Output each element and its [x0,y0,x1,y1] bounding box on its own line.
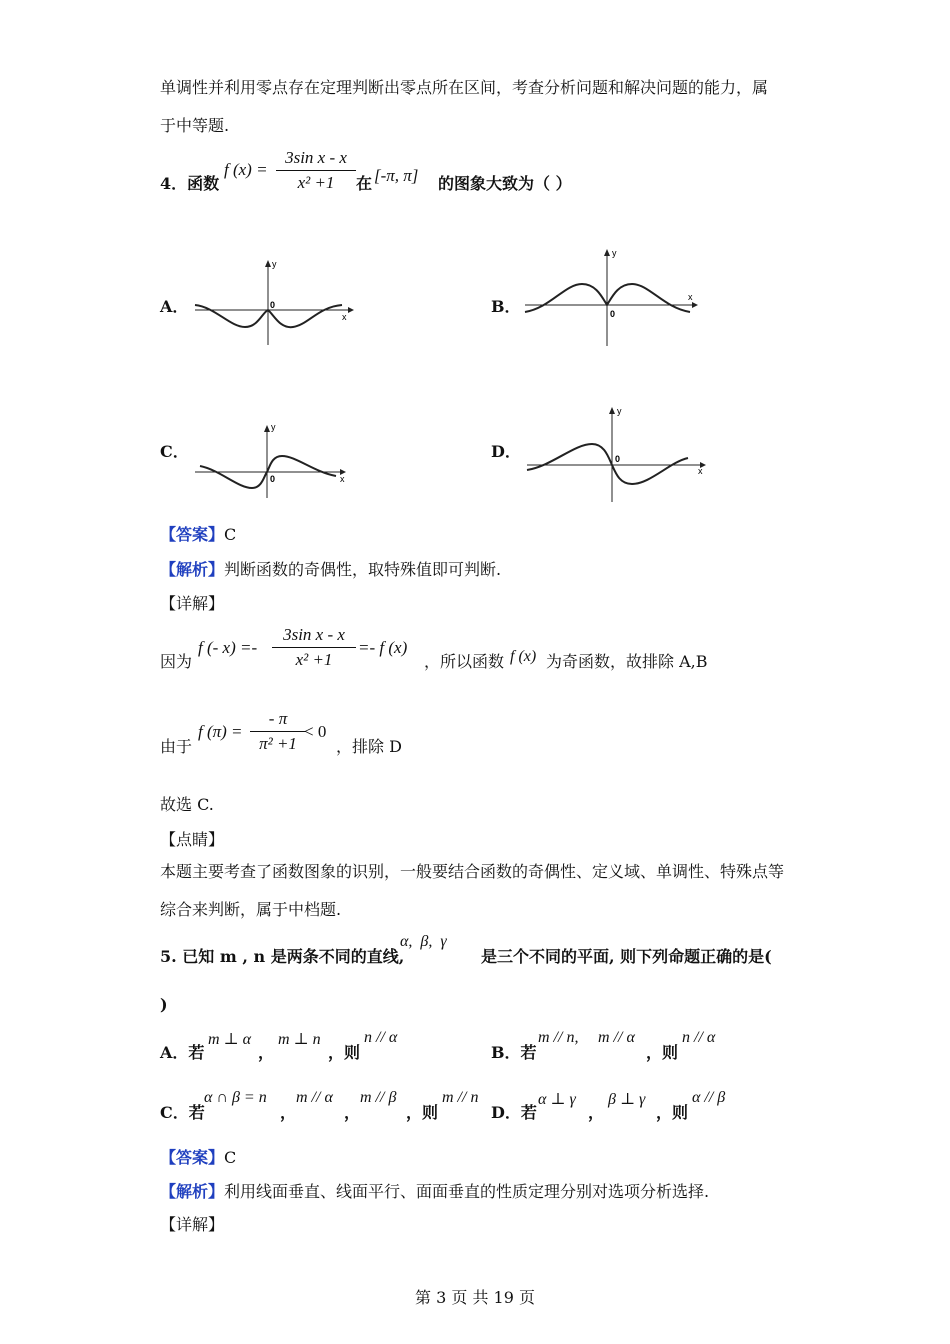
q5-planes: α, β, γ [400,933,447,950]
graph-c-x-label: x [340,474,345,484]
q4-tail: 的图象大致为（ ） [438,174,572,193]
q4-analysis: 判断函数的奇偶性，取特殊值即可判断. [224,560,502,579]
graph-d-y-label: y [617,406,622,416]
q5-answer-tag: 【答案】 [160,1148,225,1167]
q5-stem-b: 是三个不同的平面, 则下列命题正确的是( [481,947,772,966]
q5-a-comma: ， [258,1043,275,1062]
q5-c-cond-2: m // α [296,1089,333,1106]
q4-step2-den: π² +1 [259,734,297,753]
q5-a-cond-2: m ⊥ n [278,1031,321,1048]
intro-line-2: 于中等题. [160,116,230,135]
q5-option-d-label: D．若 [491,1103,537,1122]
q5-c-then: ，则 [406,1103,439,1122]
q5-analysis-tag: 【解析】 [160,1182,225,1201]
graph-c-origin: 0 [270,474,276,484]
q5-analysis: 利用线面垂直、线面平行、面面垂直的性质定理分别对选项分析选择. [224,1182,710,1201]
q5-option-c-label: C．若 [160,1103,205,1122]
q4-mid: 在 [356,174,373,193]
q5-c-comma-2: ， [344,1103,361,1122]
q4-analysis-tag: 【解析】 [160,560,225,579]
q5-d-cond-1: α ⊥ γ [538,1091,576,1108]
q4-step2-rhs: < 0 [304,722,327,741]
graph-b-x-label: x [688,292,693,302]
intro-line-1: 单调性并利用零点存在定理判断出零点所在区间，考查分析问题和解决问题的能力，属 [160,78,769,97]
graph-b-origin: 0 [610,309,616,319]
page-footer: 第 3 页 共 19 页 [415,1288,535,1307]
q5-c-result: m // n [442,1089,479,1106]
q4-step2-tail: ，排除 D [336,737,402,756]
q4-fraction [276,147,356,194]
q5-d-result: α // β [692,1089,726,1106]
q4-interval: [-π, π] [374,166,419,185]
q4-step2-prefix: 由于 [160,737,193,756]
q5-d-cond-2: β ⊥ γ [608,1091,646,1108]
q5-b-cond-2: m // α [598,1029,635,1046]
q4-graph-d [522,402,712,507]
q5-a-then: ，则 [328,1043,361,1062]
graph-d-origin: 0 [615,454,621,464]
q5-d-comma: ， [588,1103,605,1122]
q4-step1-prefix: 因为 [160,652,193,671]
q4-option-d-label: D． [491,442,521,461]
q4-step2-lhs: f (π) = [198,722,243,741]
q5-d-then: ，则 [656,1103,689,1122]
q4-step1-rhs: =- f (x) [358,638,408,657]
q4-option-b-label: B． [491,297,521,316]
q4-answer-row [160,523,236,547]
q4-graph-a [190,255,360,350]
graph-a-y-label: y [272,259,277,269]
q4-step1-fraction [272,624,356,671]
q4-answer-tag: 【答案】 [160,525,225,544]
q5-stem-c: ) [160,995,168,1014]
q4-conclusion: 故选 C. [160,795,214,814]
q4-step1-lhs: f (- x) =- [198,638,258,657]
q5-stem-a: 5. 已知 m , n 是两条不同的直线, [160,947,405,966]
q5-b-then: ，则 [646,1043,679,1062]
q5-a-result: n // α [364,1029,398,1046]
q4-denominator: x² +1 [297,173,335,192]
q4-option-c-label: C． [160,442,189,461]
q5-b-result: n // α [682,1029,716,1046]
q4-analysis-row [160,558,501,582]
q4-graph-b [520,242,705,350]
q5-b-cond-1: m // n, [538,1029,579,1046]
q5-c-cond-3: m // β [360,1089,397,1106]
q5-a-cond-1: m ⊥ α [208,1031,251,1048]
q4-number: 4．函数 [160,174,220,193]
q5-answer: C [224,1148,237,1167]
graph-d-x-label: x [698,466,703,476]
q5-option-b-label: B．若 [491,1043,537,1062]
q5-detail-tag: 【详解】 [160,1215,225,1234]
q4-comment-tag: 【点睛】 [160,830,225,849]
q4-step2-fraction [250,708,306,755]
q4-option-a-label: A． [160,297,189,316]
q4-step1-den: x² +1 [295,650,333,669]
graph-a-x-label: x [342,312,347,322]
q4-answer: C [224,525,237,544]
graph-b-y-label: y [612,248,617,258]
q5-answer-row [160,1146,236,1170]
q4-comment-line-2: 综合来判断，属于中档题. [160,900,342,919]
q5-c-cond-1: α ∩ β = n [204,1089,267,1106]
q4-step2-num: - π [268,709,288,728]
q4-step1-num: 3sin x - x [283,625,345,644]
graph-a-origin: 0 [270,300,276,310]
graph-c-y-label: y [271,422,276,432]
q5-analysis-row [160,1180,709,1204]
q4-step1-mid: ，所以函数 [424,652,505,671]
q4-comment-line-1: 本题主要考查了函数图象的识别，一般要结合函数的奇偶性、定义域、单调性、特殊点等 [160,862,785,881]
q4-step1-fx: f (x) [510,648,537,665]
q4-fx: f (x) = [224,160,268,179]
q4-numerator: 3sin x - x [285,148,347,167]
q4-graph-c [190,420,360,500]
q4-step1-tail: 为奇函数，故排除 A,B [546,652,708,671]
q5-c-comma-1: ， [280,1103,297,1122]
q5-option-a-label: A．若 [160,1043,205,1062]
q4-detail-tag: 【详解】 [160,594,225,613]
